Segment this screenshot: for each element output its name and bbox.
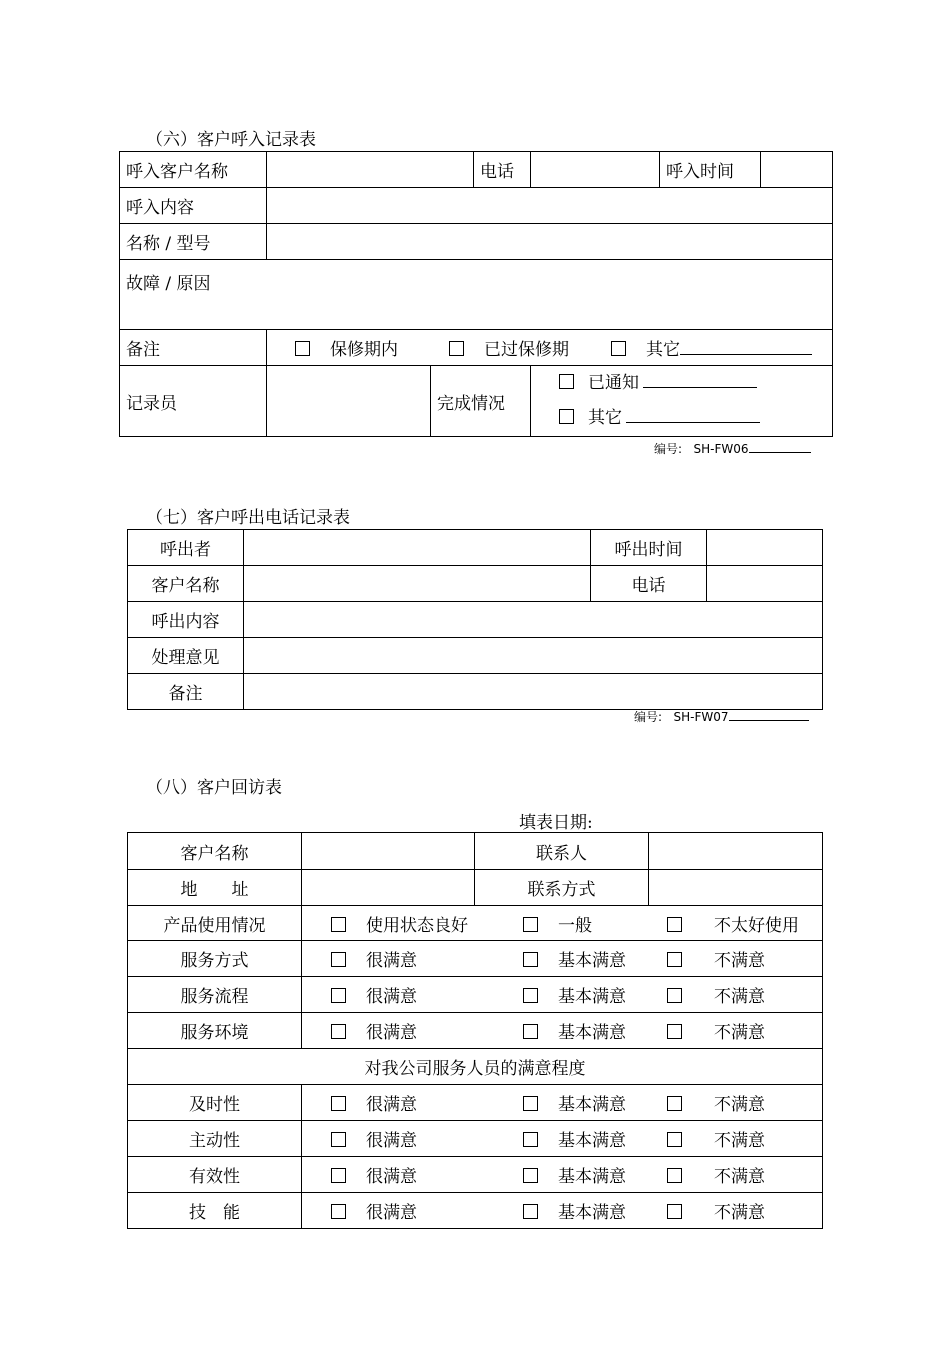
checkbox-icon[interactable] bbox=[523, 952, 538, 967]
usage-poor-option[interactable]: 不太好使用 bbox=[667, 911, 799, 936]
row-label: 主动性 bbox=[128, 1121, 302, 1157]
call-time-field[interactable] bbox=[761, 152, 833, 188]
very-satisfied-option[interactable]: 很满意 bbox=[331, 1090, 523, 1115]
checkbox-icon[interactable] bbox=[331, 1204, 346, 1219]
satisfaction-options bbox=[302, 1013, 823, 1049]
satisfaction-options bbox=[302, 941, 823, 977]
warranty-option[interactable]: 保修期内 bbox=[295, 335, 449, 360]
checkbox-icon[interactable] bbox=[331, 1132, 346, 1147]
checkbox-icon[interactable] bbox=[523, 988, 538, 1003]
contact-person-label: 联系人 bbox=[475, 833, 649, 870]
caller-name-field[interactable] bbox=[267, 152, 474, 188]
expired-warranty-option[interactable]: 已过保修期 bbox=[449, 335, 611, 360]
very-satisfied-option[interactable]: 很满意 bbox=[331, 946, 523, 971]
unsatisfied-option[interactable]: 不满意 bbox=[667, 1126, 765, 1151]
row-label: 及时性 bbox=[128, 1085, 302, 1121]
checkbox-icon[interactable] bbox=[523, 1096, 538, 1111]
checkbox-icon[interactable] bbox=[331, 917, 346, 932]
model-label: 名称 / 型号 bbox=[120, 224, 267, 260]
form8-title: （八）客户回访表 bbox=[146, 778, 282, 798]
satisfaction-options bbox=[302, 1193, 823, 1229]
contact-method-field[interactable] bbox=[649, 870, 823, 906]
row-label: 服务环境 bbox=[128, 1013, 302, 1049]
phone-field[interactable] bbox=[531, 152, 660, 188]
customer-name-label: 客户名称 bbox=[128, 566, 244, 602]
checkbox-icon[interactable] bbox=[667, 1168, 682, 1183]
checkbox-icon[interactable] bbox=[331, 988, 346, 1003]
usage-normal-option[interactable]: 一般 bbox=[523, 911, 667, 936]
contact-method-label: 联系方式 bbox=[475, 870, 649, 906]
form6-code: 编号: SH-FW06 bbox=[654, 440, 811, 457]
checkbox-icon[interactable] bbox=[559, 374, 574, 389]
checkbox-icon[interactable] bbox=[667, 988, 682, 1003]
checkbox-icon[interactable] bbox=[523, 917, 538, 932]
checkbox-icon[interactable] bbox=[523, 1132, 538, 1147]
completion-options bbox=[531, 366, 833, 437]
row-label: 有效性 bbox=[128, 1157, 302, 1193]
checkbox-icon[interactable] bbox=[331, 1024, 346, 1039]
row-label: 技 能 bbox=[128, 1193, 302, 1229]
basically-satisfied-option[interactable]: 基本满意 bbox=[523, 1198, 667, 1223]
checkbox-icon[interactable] bbox=[523, 1204, 538, 1219]
very-satisfied-option[interactable]: 很满意 bbox=[331, 982, 523, 1007]
fault-label: 故障 / 原因 bbox=[126, 274, 211, 294]
handling-field[interactable] bbox=[244, 638, 823, 674]
checkbox-icon[interactable] bbox=[449, 341, 464, 356]
phone-field[interactable] bbox=[707, 566, 823, 602]
call-time-label: 呼入时间 bbox=[660, 152, 761, 188]
remark-field[interactable] bbox=[244, 674, 823, 710]
basically-satisfied-option[interactable]: 基本满意 bbox=[523, 1090, 667, 1115]
checkbox-icon[interactable] bbox=[667, 1204, 682, 1219]
form7-table bbox=[127, 529, 823, 710]
customer-name-label: 客户名称 bbox=[128, 833, 302, 870]
phone-label: 电话 bbox=[591, 566, 707, 602]
satisfaction-options bbox=[302, 1157, 823, 1193]
basically-satisfied-option[interactable]: 基本满意 bbox=[523, 1162, 667, 1187]
form6-table bbox=[119, 151, 833, 437]
outgoing-content-field[interactable] bbox=[244, 602, 823, 638]
model-field[interactable] bbox=[267, 224, 833, 260]
customer-name-field[interactable] bbox=[244, 566, 591, 602]
call-content-field[interactable] bbox=[267, 188, 833, 224]
caller-field[interactable] bbox=[244, 530, 591, 566]
basically-satisfied-option[interactable]: 基本满意 bbox=[523, 946, 667, 971]
satisfaction-row bbox=[128, 1085, 823, 1121]
unsatisfied-option[interactable]: 不满意 bbox=[667, 1198, 765, 1223]
satisfaction-row bbox=[128, 977, 823, 1013]
remark-label: 备注 bbox=[120, 330, 267, 366]
basically-satisfied-option[interactable]: 基本满意 bbox=[523, 982, 667, 1007]
checkbox-icon[interactable] bbox=[667, 1024, 682, 1039]
other-underline[interactable] bbox=[680, 340, 812, 355]
satisfaction-row bbox=[128, 1193, 823, 1229]
satisfaction-options bbox=[302, 977, 823, 1013]
completion-other-option[interactable]: 其它 bbox=[559, 401, 826, 436]
satisfaction-row bbox=[128, 1121, 823, 1157]
form8-table bbox=[127, 832, 823, 1229]
checkbox-icon[interactable] bbox=[667, 1132, 682, 1147]
recorder-label: 记录员 bbox=[120, 366, 267, 437]
product-usage-label: 产品使用情况 bbox=[128, 906, 302, 941]
staff-satisfaction-header: 对我公司服务人员的满意程度 bbox=[128, 1049, 823, 1085]
checkbox-icon[interactable] bbox=[667, 917, 682, 932]
satisfaction-options bbox=[302, 1085, 823, 1121]
contact-person-field[interactable] bbox=[649, 833, 823, 870]
satisfaction-options bbox=[302, 1121, 823, 1157]
very-satisfied-option[interactable]: 很满意 bbox=[331, 1018, 523, 1043]
call-content-label: 呼入内容 bbox=[120, 188, 267, 224]
product-usage-options bbox=[302, 906, 823, 941]
handling-label: 处理意见 bbox=[128, 638, 244, 674]
checkbox-icon[interactable] bbox=[523, 1168, 538, 1183]
fill-date-label: 填表日期: bbox=[519, 813, 593, 833]
fault-cell[interactable] bbox=[120, 260, 833, 330]
checkbox-icon[interactable] bbox=[667, 1096, 682, 1111]
basically-satisfied-option[interactable]: 基本满意 bbox=[523, 1018, 667, 1043]
remark-options bbox=[267, 330, 833, 366]
unsatisfied-option[interactable]: 不满意 bbox=[667, 1090, 765, 1115]
unsatisfied-option[interactable]: 不满意 bbox=[667, 982, 765, 1007]
caller-label: 呼出者 bbox=[128, 530, 244, 566]
very-satisfied-option[interactable]: 很满意 bbox=[331, 1198, 523, 1223]
row-label: 服务方式 bbox=[128, 941, 302, 977]
checkbox-icon[interactable] bbox=[331, 1168, 346, 1183]
usage-good-option[interactable]: 使用状态良好 bbox=[331, 911, 523, 936]
very-satisfied-option[interactable]: 很满意 bbox=[331, 1162, 523, 1187]
form7-code: 编号: SH-FW07 bbox=[634, 708, 809, 725]
outgoing-time-field[interactable] bbox=[707, 530, 823, 566]
caller-name-label: 呼入客户名称 bbox=[120, 152, 267, 188]
checkbox-icon[interactable] bbox=[523, 1024, 538, 1039]
unsatisfied-option[interactable]: 不满意 bbox=[667, 1018, 765, 1043]
notified-option[interactable]: 已通知 bbox=[559, 366, 826, 401]
checkbox-icon[interactable] bbox=[295, 341, 310, 356]
phone-label: 电话 bbox=[474, 152, 531, 188]
other-option[interactable]: 其它 bbox=[611, 335, 812, 360]
checkbox-icon[interactable] bbox=[667, 952, 682, 967]
satisfaction-row bbox=[128, 1013, 823, 1049]
customer-name-field[interactable] bbox=[302, 833, 475, 870]
satisfaction-row bbox=[128, 1157, 823, 1193]
outgoing-content-label: 呼出内容 bbox=[128, 602, 244, 638]
unsatisfied-option[interactable]: 不满意 bbox=[667, 946, 765, 971]
checkbox-icon[interactable] bbox=[611, 341, 626, 356]
form6-title: （六）客户呼入记录表 bbox=[146, 130, 316, 150]
checkbox-icon[interactable] bbox=[559, 409, 574, 424]
checkbox-icon[interactable] bbox=[331, 952, 346, 967]
remark-label: 备注 bbox=[128, 674, 244, 710]
very-satisfied-option[interactable]: 很满意 bbox=[331, 1126, 523, 1151]
row-label: 服务流程 bbox=[128, 977, 302, 1013]
address-label: 地 址 bbox=[128, 870, 302, 906]
checkbox-icon[interactable] bbox=[331, 1096, 346, 1111]
recorder-field[interactable] bbox=[267, 366, 431, 437]
address-field[interactable] bbox=[302, 870, 475, 906]
unsatisfied-option[interactable]: 不满意 bbox=[667, 1162, 765, 1187]
completion-label: 完成情况 bbox=[431, 366, 531, 437]
satisfaction-row bbox=[128, 941, 823, 977]
basically-satisfied-option[interactable]: 基本满意 bbox=[523, 1126, 667, 1151]
outgoing-time-label: 呼出时间 bbox=[591, 530, 707, 566]
form7-title: （七）客户呼出电话记录表 bbox=[146, 508, 350, 528]
